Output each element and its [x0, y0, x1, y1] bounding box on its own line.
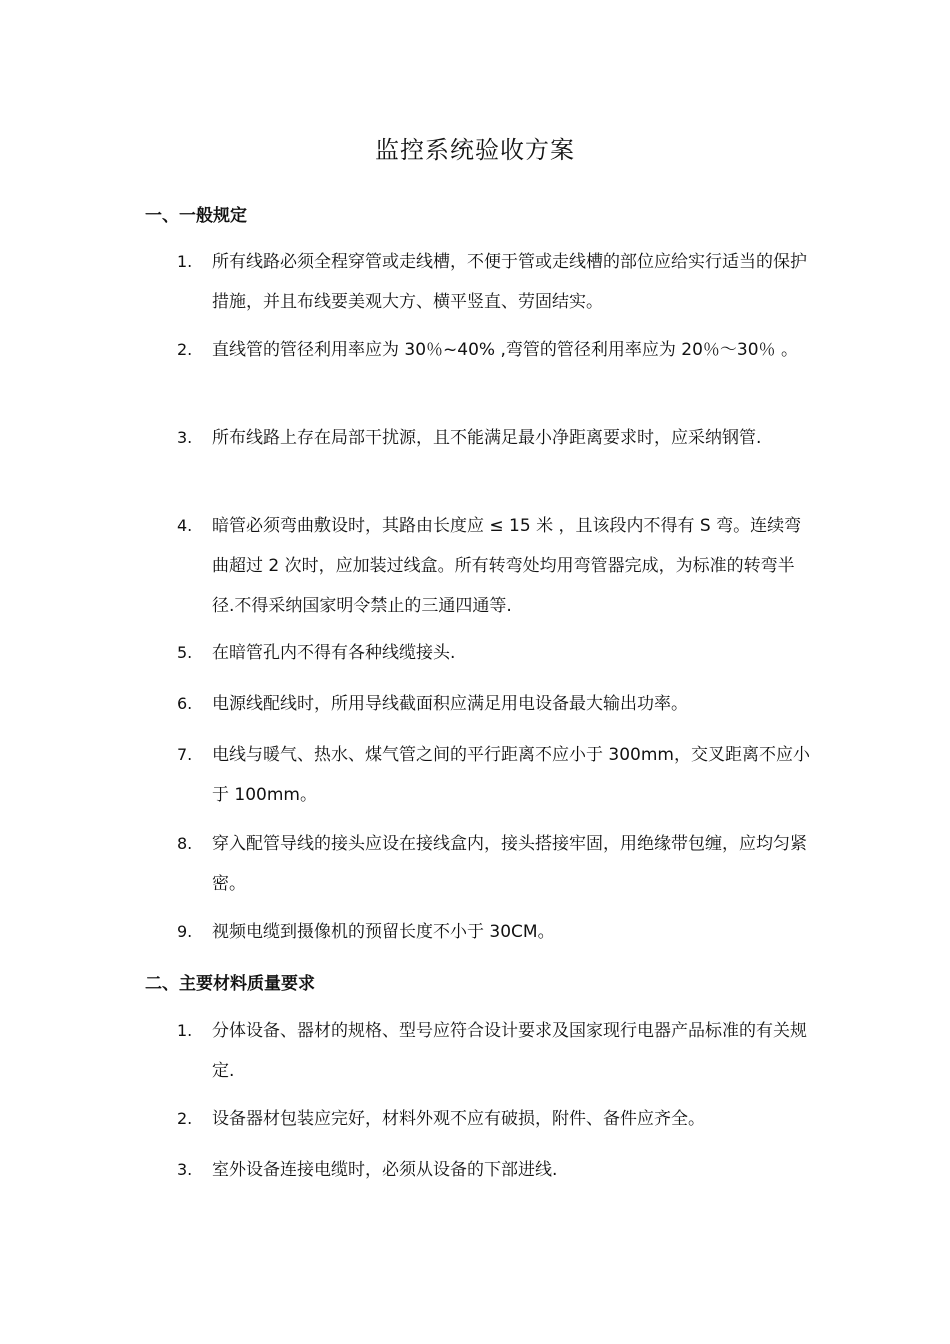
- list-item-text: 所布线路上存在局部干扰源，且不能满足最小净距离要求时，应采纳钢管.: [212, 428, 762, 448]
- list-item-text: 所有线路必须全程穿管或走线槽，不便于管或走线槽的部位应给实行适当的保护措施，并且布线要美观大方、横平竖直、劳固结实。: [212, 252, 807, 312]
- list-item-number: 5.: [177, 643, 193, 662]
- list-item-number: 3.: [177, 428, 193, 447]
- document-title: 监控系统验收方案: [375, 136, 575, 164]
- list-item-number: 4.: [177, 516, 193, 535]
- section-heading-general: 一、一般规定: [145, 206, 247, 226]
- section-heading-materials: 二、主要材料质量要求: [145, 974, 315, 994]
- list-item-number: 2.: [177, 1109, 193, 1128]
- list-item-number: 8.: [177, 834, 193, 853]
- list-item-number: 2.: [177, 340, 193, 359]
- list-item-text: 分体设备、器材的规格、型号应符合设计要求及国家现行电器产品标准的有关规定.: [212, 1021, 807, 1081]
- list-item-number: 6.: [177, 694, 193, 713]
- list-item-number: 3.: [177, 1160, 193, 1179]
- list-item-number: 1.: [177, 1021, 193, 1040]
- list-item-number: 9.: [177, 922, 193, 941]
- list-item-text: 穿入配管导线的接头应设在接线盒内，接头搭接牢固，用绝缘带包缠，应均匀紧密。: [212, 834, 807, 894]
- list-item-text: 在暗管孔内不得有各种线缆接头.: [212, 643, 456, 663]
- list-item-text: 电线与暖气、热水、煤气管之间的平行距离不应小于 300mm，交叉距离不应小于 100mm。: [212, 745, 810, 805]
- list-item-text: 暗管必须弯曲敷设时，其路由长度应 ≤ 15 米 ，且该段内不得有 S 弯。连续弯曲超过 2 次时，应加装过线盒。所有转弯处均用弯管器完成，为标准的转弯半径.不得采纳国家明令禁止的三通四通等.: [212, 516, 802, 616]
- list-item-number: 1.: [177, 252, 193, 271]
- list-item-text: 直线管的管径利用率应为 30％~40% ,弯管的管径利用率应为 20％～30％ 。: [212, 340, 798, 360]
- list-item-text: 设备器材包装应完好，材料外观不应有破损，附件、备件应齐全。: [212, 1109, 705, 1129]
- list-item-text: 视频电缆到摄像机的预留长度不小于 30CM。: [212, 922, 555, 942]
- list-item-text: 室外设备连接电缆时，必须从设备的下部进线.: [212, 1160, 558, 1180]
- list-item-text: 电源线配线时，所用导线截面积应满足用电设备最大输出功率。: [212, 694, 688, 714]
- list-item-number: 7.: [177, 745, 193, 764]
